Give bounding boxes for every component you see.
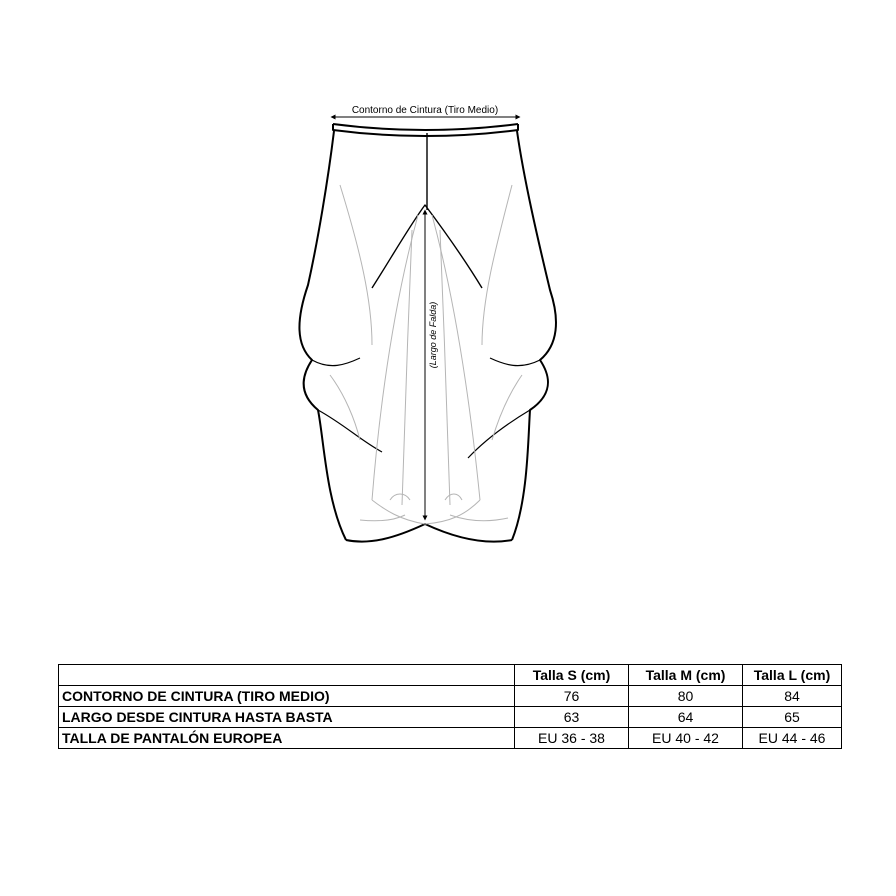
header-size-s: Talla S (cm): [515, 665, 629, 686]
table-row: [59, 707, 842, 728]
header-size-m: Talla M (cm): [629, 665, 743, 686]
row-label: LARGO DESDE CINTURA HASTA BASTA: [59, 707, 515, 728]
table-row: [59, 728, 842, 749]
waist-label: Contorno de Cintura (Tiro Medio): [351, 105, 499, 116]
length-measure: [425, 212, 438, 518]
cell-value: 65: [743, 707, 842, 728]
cell-value: EU 36 - 38: [515, 728, 629, 749]
length-label: (Largo de Falda): [428, 301, 438, 369]
header-empty-cell: [59, 665, 515, 686]
table-header-row: [59, 665, 842, 686]
header-size-l: Talla L (cm): [743, 665, 842, 686]
cell-value: 80: [629, 686, 743, 707]
cell-value: 64: [629, 707, 743, 728]
table-row: [59, 686, 842, 707]
row-label: CONTORNO DE CINTURA (TIRO MEDIO): [59, 686, 515, 707]
cell-value: EU 44 - 46: [743, 728, 842, 749]
cell-value: 84: [743, 686, 842, 707]
cell-value: EU 40 - 42: [629, 728, 743, 749]
size-table: [58, 664, 842, 749]
fold-lines: [330, 185, 522, 524]
row-label: TALLA DE PANTALÓN EUROPEA: [59, 728, 515, 749]
cell-value: 76: [515, 686, 629, 707]
waist-measure: [333, 104, 518, 117]
cell-value: 63: [515, 707, 629, 728]
